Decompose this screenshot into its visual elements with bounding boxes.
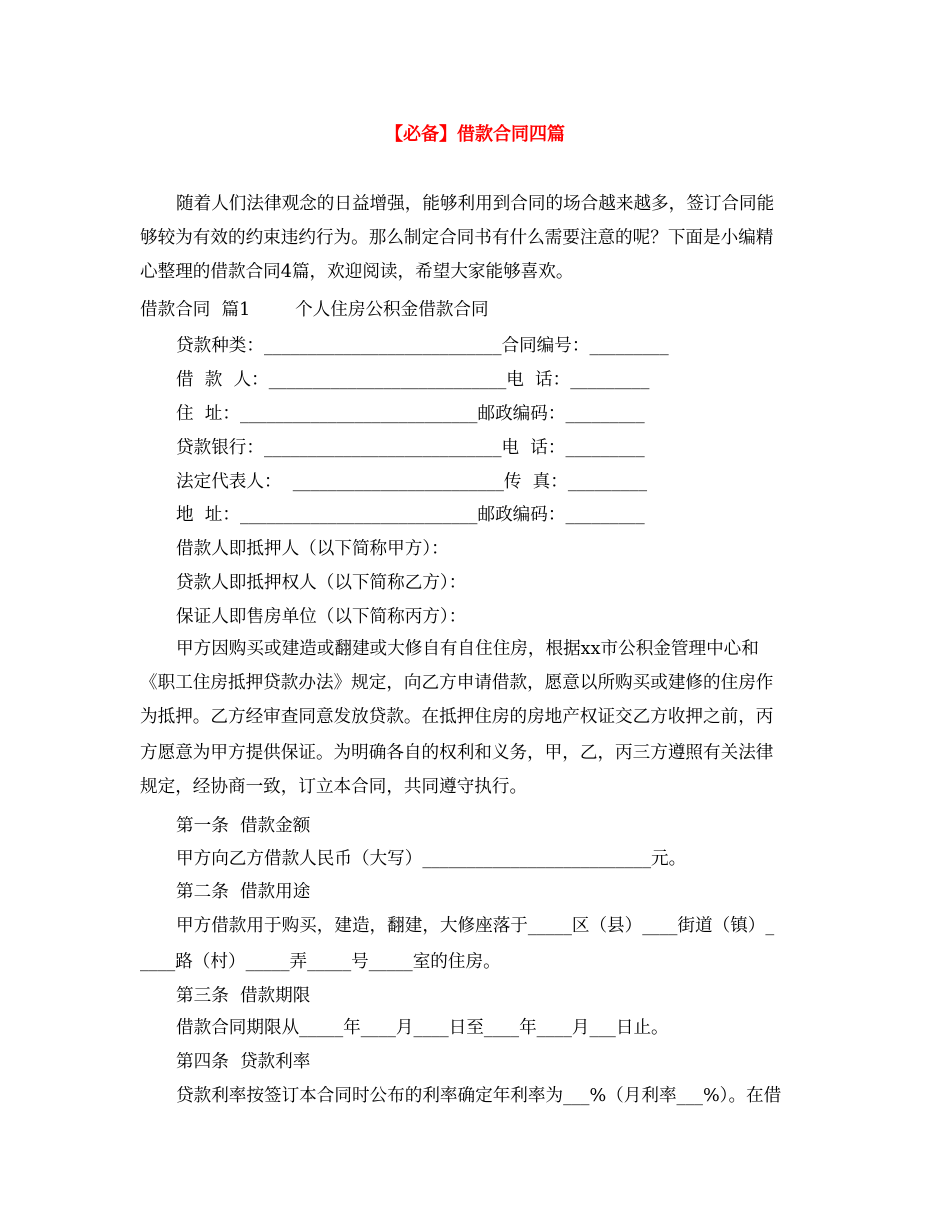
article-3-heading: 第三条 借款期限: [176, 986, 311, 1006]
intro-line-2: 够较为有效的约束违约行为。那么制定合同书有什么需要注意的呢？下面是小编精: [140, 228, 774, 248]
article-2-heading: 第二条 借款用途: [176, 882, 311, 902]
form-field-borrower: 借 款 人：___________________________电 话：_________: [176, 370, 650, 390]
party-a: 借款人即抵押人（以下简称甲方）：: [176, 539, 449, 559]
article-1-body: 甲方向乙方借款人民币（大写）__________________________元。: [176, 849, 687, 869]
preamble-line-1: 甲方因购买或建造或翻建或大修自有自住住房，根据xx市公积金管理中心和: [176, 639, 759, 659]
form-field-loan-type: 贷款种类：___________________________合同编号：_________: [176, 336, 669, 356]
form-field-lending-bank: 贷款银行：___________________________电 话：_________: [176, 438, 645, 458]
form-field-address-2: 地 址：___________________________邮政编码：_________: [176, 505, 645, 525]
intro-line-1: 随着人们法律观念的日益增强，能够利用到合同的场合越来越多，签订合同能: [176, 194, 775, 214]
article-4-heading: 第四条 贷款利率: [176, 1052, 311, 1072]
section-heading: 借款合同 篇1 个人住房公积金借款合同: [140, 300, 489, 320]
form-field-legal-rep: 法定代表人： ________________________传 真：_________: [176, 472, 648, 492]
article-1-heading: 第一条 借款金额: [176, 816, 311, 836]
party-c: 保证人即售房单位（以下简称丙方）：: [176, 607, 467, 627]
form-field-address: 住 址：___________________________邮政编码：_________: [176, 404, 645, 424]
article-3-body: 借款合同期限从_____年____月____日至____年____月___日止。: [176, 1018, 669, 1038]
article-2-body-line-1: 甲方借款用于购买，建造，翻建，大修座落于_____区（县）____街道（镇）_: [176, 916, 775, 936]
preamble-line-5: 规定，经协商一致，订立本合同，共同遵守执行。: [140, 777, 528, 797]
article-4-body: 贷款利率按签订本合同时公布的利率确定年利率为___%（月利率___%）。在借: [176, 1086, 782, 1106]
document-title: 【必备】借款合同四篇: [385, 124, 565, 145]
article-2-body-line-2: ____路（村）_____弄_____号_____室的住房。: [140, 952, 501, 972]
intro-line-3: 心整理的借款合同4篇，欢迎阅读，希望大家能够喜欢。: [140, 262, 574, 282]
preamble-line-3: 为抵押。乙方经审查同意发放贷款。在抵押住房的房地产权证交乙方收押之前，丙: [140, 707, 774, 727]
preamble-line-2: 《职工住房抵押贷款办法》规定，向乙方申请借款，愿意以所购买或建修的住房作: [140, 673, 774, 693]
preamble-line-4: 方愿意为甲方提供保证。为明确各自的权利和义务，甲，乙，丙三方遵照有关法律: [140, 743, 774, 763]
party-b: 贷款人即抵押权人（以下简称乙方）：: [176, 573, 467, 593]
